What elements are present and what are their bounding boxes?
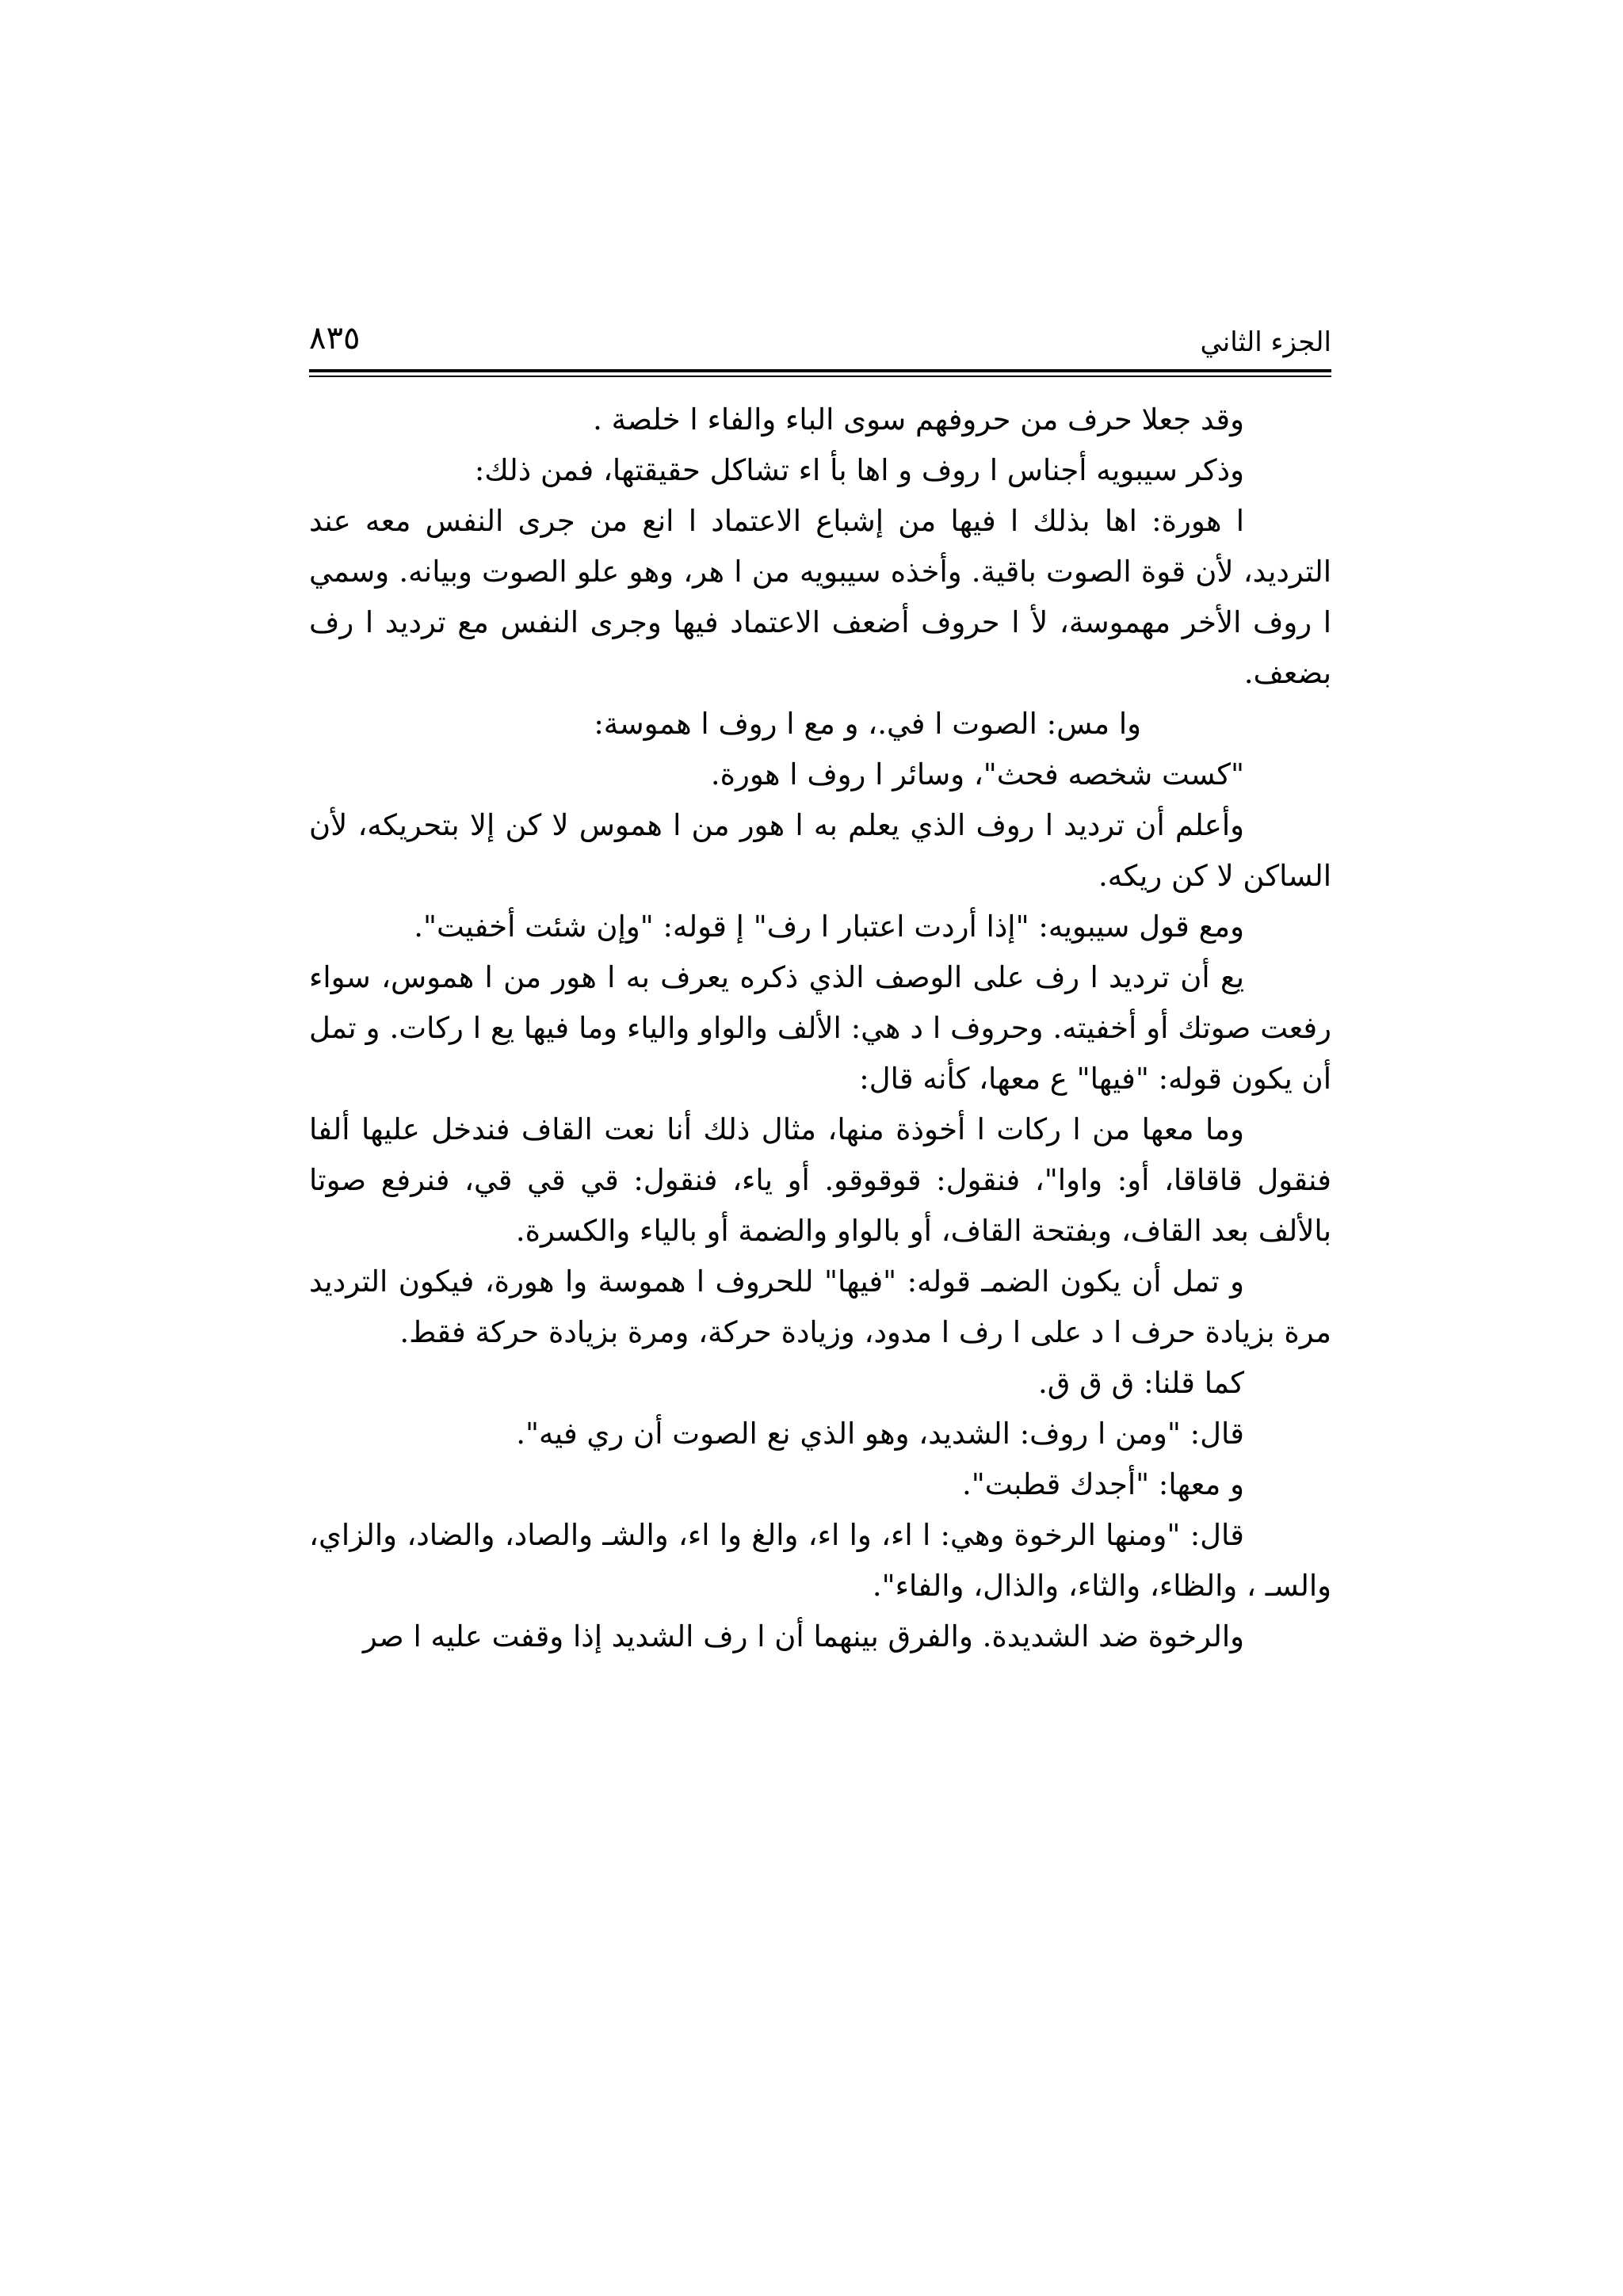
paragraph: قال: "ومنها الرخوة وهي: ا اء، وا اء، والغ وا اء، والشـ والصاد، والضاد، والزاي، والسـ ، والظاء، والثاء، والذال، والفاء". xyxy=(309,1518,1331,1603)
header-rule-thick xyxy=(309,369,1331,372)
paragraph: يع أن ترديد ا رف على الوصف الذي ذكره يعرف به ا هور من ا هموس، سواء رفعت صوتك أو أخفيته. وحروف ا د هي: الألف والواو والياء وما فيها يع ا ركات. و تمل أن يكون قوله: "فيها" ع معها، كأنه قال: xyxy=(309,960,1331,1096)
body-text xyxy=(309,395,1331,1662)
running-header-title: الجزء الثاني xyxy=(1200,326,1331,358)
paragraph: "كست شخصه فحث"، وسائر ا روف ا هورة. xyxy=(710,757,1244,791)
paragraph: وذكر سيبويه أجناس ا روف و اها بأ اء تشاكل حقيقتها، فمن ذلك: xyxy=(474,453,1244,487)
paragraph: وا مس: الصوت ا في.، و مع ا روف ا هموسة: xyxy=(594,707,1141,741)
page-header xyxy=(309,320,1331,368)
page-number: ٨٣٥ xyxy=(309,320,361,357)
paragraph: وما معها من ا ركات ا أخوذة منها، مثال ذلك أنا نعت القاف فندخل عليها ألفا فنقول قاقاقا، أو: واوا"، فنقول: قوقوقو. أو ياء، فنقول: قي قي قي، فنرفع صوتا بالألف بعد القاف، وبفتحة القاف، أو بالواو والضمة أو بالياء والكسرة. xyxy=(309,1112,1331,1248)
paragraph: وأعلم أن ترديد ا روف الذي يعلم به ا هور من ا هموس لا كن إلا بتحريكه، لأن الساكن لا كن ريكه. xyxy=(309,808,1331,893)
paragraph: والرخوة ضد الشديدة. والفرق بينهما أن ا رف الشديد إذا وقفت عليه ا صر xyxy=(362,1619,1244,1653)
paragraph: و معها: "أجدك قطبت". xyxy=(961,1467,1244,1501)
paragraph: كما قلنا: ق ق ق. xyxy=(1037,1366,1244,1400)
paragraph: و تمل أن يكون الضمـ قوله: "فيها" للحروف ا هموسة وا هورة، فيكون الترديد مرة بزيادة حرف ا د على ا رف ا مدود، وزيادة حركة، ومرة بزيادة حركة فقط. xyxy=(309,1264,1331,1349)
paragraph: قال: "ومن ا روف: الشديد، وهو الذي نع الصوت أن ري فيه". xyxy=(516,1417,1244,1451)
paragraph: ا هورة: اها بذلك ا فيها من إشباع الاعتماد ا انع من جرى النفس معه عند الترديد، لأن قوة الصوت باقية. وأخذه سيبويه من ا هر، وهو علو الصوت وبيانه. وسمي ا روف الأخر مهموسة، لأ ا حروف أضعف الاعتماد فيها وجرى النفس مع ترديد ا رف بضعف. xyxy=(309,504,1331,690)
header-rule-thin xyxy=(309,376,1331,377)
paragraph: وقد جعلا حرف من حروفهم سوى الباء والفاء ا خلصة . xyxy=(593,402,1244,437)
paragraph: ومع قول سيبويه: "إذا أردت اعتبار ا رف" إ قوله: "وإن شئت أخفيت". xyxy=(414,910,1244,944)
